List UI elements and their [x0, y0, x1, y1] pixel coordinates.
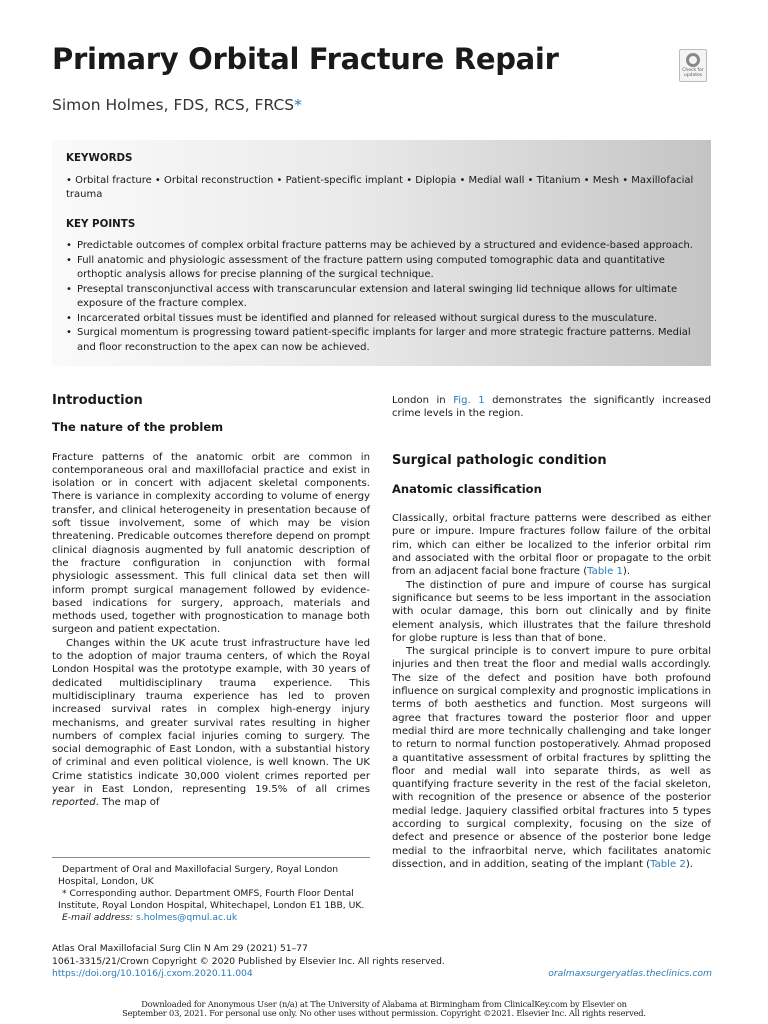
article-title: Primary Orbital Fracture Repair [52, 42, 559, 76]
paragraph: The surgical principle is to convert impure to pure orbital injuries and then treat the floor and medial walls accordingly. The size of the defect and position have both profound influence on surgical complexity and prognostic implications in terms of both aesthetics and function. Most surgeons will agree that fractures toward the posterior floor and upper medial third are more technically challenging and take longer to return to normal function postoperatively. Ahmad proposed a quantitative assessment of orbital fractures by splitting the floor and medial wall into separate thirds, as well as quantifying fracture severity in the rest of the facial skeleton, with recognition of the presence or absence of the posterior medial ledge. Jaquiery classified orbital fractures into 5 types according to surgical complexity, focusing on the size of defect and presence or absence of the posterior bone ledge medial to the infraorbital nerve, which facilitates anatomic dissection, and in addition, seating of the implant (Table 2). [392, 646, 711, 870]
nature-of-problem-heading: The nature of the problem [52, 420, 224, 435]
check-updates-label: Check for updates [682, 68, 704, 78]
doi-link[interactable]: https://doi.org/10.1016/j.cxom.2020.11.004 [52, 968, 253, 979]
paragraph: London in Fig. 1 demonstrates the significantly increased crime levels in the region. [392, 395, 712, 420]
left-column [52, 394, 370, 810]
keywords-box [52, 140, 711, 366]
journal-site-link[interactable]: oralmaxsurgeryatlas.theclinics.com [548, 968, 712, 979]
right-column [392, 394, 711, 871]
paragraph: The distinction of pure and impure of course has surgical significance but seems to be less important in the association with ocular damage, this born out clinically and by finite element analysis, which illustrates that the failure threshold for globe rupture is less than that of bone. [392, 579, 711, 644]
email-line: E-mail address: s.holmes@qmul.ac.uk [62, 912, 238, 923]
paragraph: Fracture patterns of the anatomic orbit are common in contemporaneous oral and maxillofacial practice and exist in isolation or in concert with adjacent skeletal components. There is variance in complexity according to volume of energy transfer, and clinical heterogeneity in presentation because of soft tissue involvement, some of which may be vision threatening. Predicable outcomes therefore depend on prompt clinical diagnosis augmented by full anatomic description of the fracture configuration in conjunction with formal physiologic assessment. This full clinical data set then will inform prompt surgical management followed by evidence-based indications for surgery, approach, materials and methods used, together with prognostication to manage both surgeon and patient expectation. [52, 451, 370, 636]
key-points-heading: KEY POINTS [66, 217, 136, 230]
anatomic-classification-heading: Anatomic classification [392, 481, 542, 496]
corresponding-author-mark[interactable]: * [294, 96, 302, 114]
figure-1-link[interactable]: Fig. 1 [453, 395, 485, 406]
introduction-heading: Introduction [52, 393, 143, 408]
page-footer [52, 943, 712, 981]
corresponding-author: * Corresponding author. Department OMFS, Fourth Floor Dental Institute, Royal London Hospital, Whitechapel, London E1 1BB, UK. [58, 888, 365, 911]
key-point-item: • Full anatomic and physiologic assessment of the fracture pattern using computed tomographic data and quantitative orthoptic analysis allows for precise planning of the surgical technique. [66, 254, 697, 283]
paragraph: Changes within the UK acute trust infrastructure have led to the adoption of major trauma centers, of which the Royal London Hospital was the prototype example, with 30 years of dedicated multidisciplinary trauma experience. This multidisciplinary trauma experience has led to proven increased survival rates in complex high-energy injury mechanisms, and greater survival rates resulting in higher numbers of complex facial injuries coming to surgery. The social demographic of East London, with a substantial history of criminal and even political violence, is well known. The UK Crime statistics indicate 30,000 violent crimes reported per year in East London, representing 19.5% of all crimes reported. The map of [52, 637, 370, 809]
key-point-item: • Predictable outcomes of complex orbital fracture patterns may be achieved by a structured and evidence-based approach. [66, 239, 697, 254]
table-2-link[interactable]: Table 2 [650, 858, 686, 870]
check-for-updates-badge[interactable] [679, 49, 707, 82]
journal-citation: Atlas Oral Maxillofacial Surg Clin N Am 29 (2021) 51–77 [52, 943, 308, 954]
key-point-item: • Incarcerated orbital tissues must be identified and planned for released without surgical duress to the musculature. [66, 312, 697, 327]
copyright-line: 1061-3315/21/Crown Copyright © 2020 Published by Elsevier Inc. All rights reserved. [52, 955, 445, 967]
paragraph: Classically, orbital fracture patterns were described as either pure or impure. Impure fractures follow failure of the orbital rim, which can either be localized to the inferior orbital rim and associated with the orbital floor or propagate to the orbit from an adjacent facial bone fracture (Table 1). [392, 513, 711, 578]
email-link[interactable]: s.holmes@qmul.ac.uk [136, 912, 238, 923]
affiliation: Department of Oral and Maxillofacial Surgery, Royal London Hospital, London, UK [58, 864, 339, 887]
key-point-item: • Preseptal transconjunctival access with transcaruncular extension and lateral swinging lid technique allows for ultimate exposure of the fracture complex. [66, 283, 697, 312]
keywords-list: • Orbital fracture • Orbital reconstruction • Patient-specific implant • Diplopia • Medial wall • Titanium • Mesh • Maxillofacial trauma [66, 174, 694, 200]
check-updates-icon [686, 53, 700, 67]
author-footnote [52, 857, 370, 924]
keywords-heading: KEYWORDS [66, 152, 133, 164]
download-notice: Downloaded for Anonymous User (n/a) at The University of Alabama at Birmingham from ClinicalKey.com by Elsevier on September 03, 2021. For personal use only. No other uses without permission. Copyright ©2021. Elsevier Inc. All rights reserved. [122, 999, 646, 1018]
key-point-item: • Surgical momentum is progressing toward patient-specific implants for larger and more strategic fracture patterns. Medial and floor reconstruction to the apex can now be achieved. [66, 326, 697, 355]
surgical-pathologic-heading: Surgical pathologic condition [392, 452, 607, 468]
author-name: Simon Holmes, FDS, RCS, FRCS [52, 96, 295, 114]
table-1-link[interactable]: Table 1 [587, 566, 623, 578]
key-points-list [66, 239, 697, 355]
author-line [52, 96, 302, 114]
